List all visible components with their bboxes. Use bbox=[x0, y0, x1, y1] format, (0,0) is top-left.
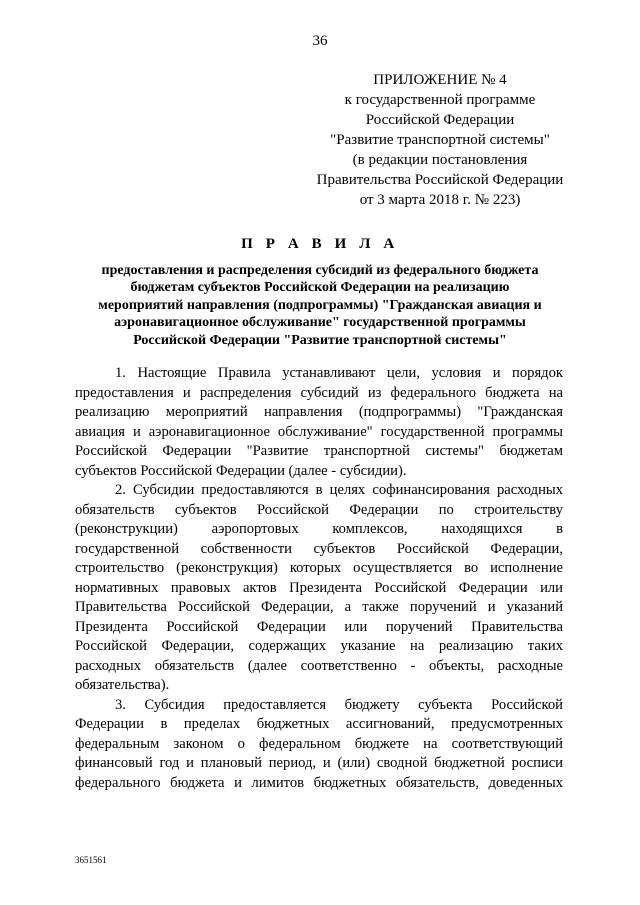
body-line: строительство (реконструкция) которых осуществляется во исполнение bbox=[75, 560, 563, 576]
body-line: обязательств субъектов Российской Федерации по строительству bbox=[75, 501, 563, 518]
body-line: 3. Субсидия предоставляется бюджету субъекта Российской bbox=[115, 696, 563, 713]
body-line: федеральным законом о федеральном бюджете на соответствующий bbox=[75, 735, 563, 752]
body-line: Правительства Российской Федерации, а также поручений и указаний bbox=[75, 599, 563, 615]
body-line: авиация и аэронавигационное обслуживание" государственной программы bbox=[75, 423, 563, 440]
subtitle-line: бюджетам субъектов Российской Федерации на реализацию bbox=[130, 280, 510, 296]
subtitle-line: аэронавигационное обслуживание" государственной программы bbox=[114, 315, 526, 331]
body-line: 2. Субсидии предоставляются в целях софинансирования расходных bbox=[115, 482, 563, 498]
body-line: государственной собственности субъектов Российской Федерации, bbox=[75, 540, 563, 557]
paragraph-1 bbox=[75, 364, 563, 481]
body-line: 1. Настоящие Правила устанавливают цели, условия и порядок bbox=[115, 365, 563, 381]
appendix-line: к государственной программе bbox=[344, 92, 536, 108]
appendix-line: "Развитие транспортной системы" bbox=[330, 132, 550, 148]
body-line: субъектов Российской Федерации (далее - субсидии). bbox=[75, 462, 407, 479]
document-title: П Р А В И Л А bbox=[241, 236, 399, 252]
subtitle-line: мероприятий направления (подпрограммы) "Гражданская авиация и bbox=[98, 297, 542, 313]
document-subtitle bbox=[90, 262, 550, 349]
appendix-line: Правительства Российской Федерации bbox=[316, 172, 564, 188]
appendix-line: от 3 марта 2018 г. № 223) bbox=[359, 192, 521, 208]
paragraph-2 bbox=[75, 481, 563, 696]
body-line: Российской Федерации, содержащих указание на реализацию таких bbox=[75, 638, 563, 654]
body-line: обязательства). bbox=[75, 677, 170, 693]
document-body bbox=[75, 364, 563, 793]
body-line: (реконструкции) аэропортовых комплексов, находящихся в bbox=[75, 521, 563, 537]
appendix-line: ПРИЛОЖЕНИЕ № 4 bbox=[373, 72, 507, 88]
body-line: Федерации в пределах бюджетных ассигнований, предусмотренных bbox=[75, 716, 563, 732]
body-line: финансовый год и плановый период, и (или) сводной бюджетной росписи bbox=[75, 755, 563, 771]
body-line: расходных обязательств (далее соответственно - объекты, расходные bbox=[75, 657, 563, 674]
body-line: реализацию мероприятий направления (подпрограммы) "Гражданская bbox=[75, 404, 563, 420]
subtitle-line: Российской Федерации "Развитие транспортной системы" bbox=[133, 332, 507, 348]
appendix-line: (в редакции постановления bbox=[352, 152, 528, 168]
body-line: Президента Российской Федерации или поручений Правительства bbox=[75, 618, 563, 635]
body-line: нормативных правовых актов Президента Российской Федерации или bbox=[75, 579, 563, 596]
footer-code: 3651561 bbox=[75, 855, 107, 865]
paragraph-3 bbox=[75, 696, 563, 794]
body-line: федерального бюджета и лимитов бюджетных обязательств, доведенных bbox=[75, 774, 563, 791]
page-number: 36 bbox=[312, 33, 328, 49]
subtitle-line: предоставления и распределения субсидий из федерального бюджета bbox=[101, 263, 539, 278]
body-line: Российской Федерации "Развитие транспортной системы" бюджетам bbox=[75, 443, 563, 459]
body-line: предоставления и распределения субсидий из федерального бюджета на bbox=[75, 384, 563, 401]
appendix-line: Российской Федерации bbox=[365, 112, 515, 128]
appendix-header bbox=[290, 70, 590, 210]
